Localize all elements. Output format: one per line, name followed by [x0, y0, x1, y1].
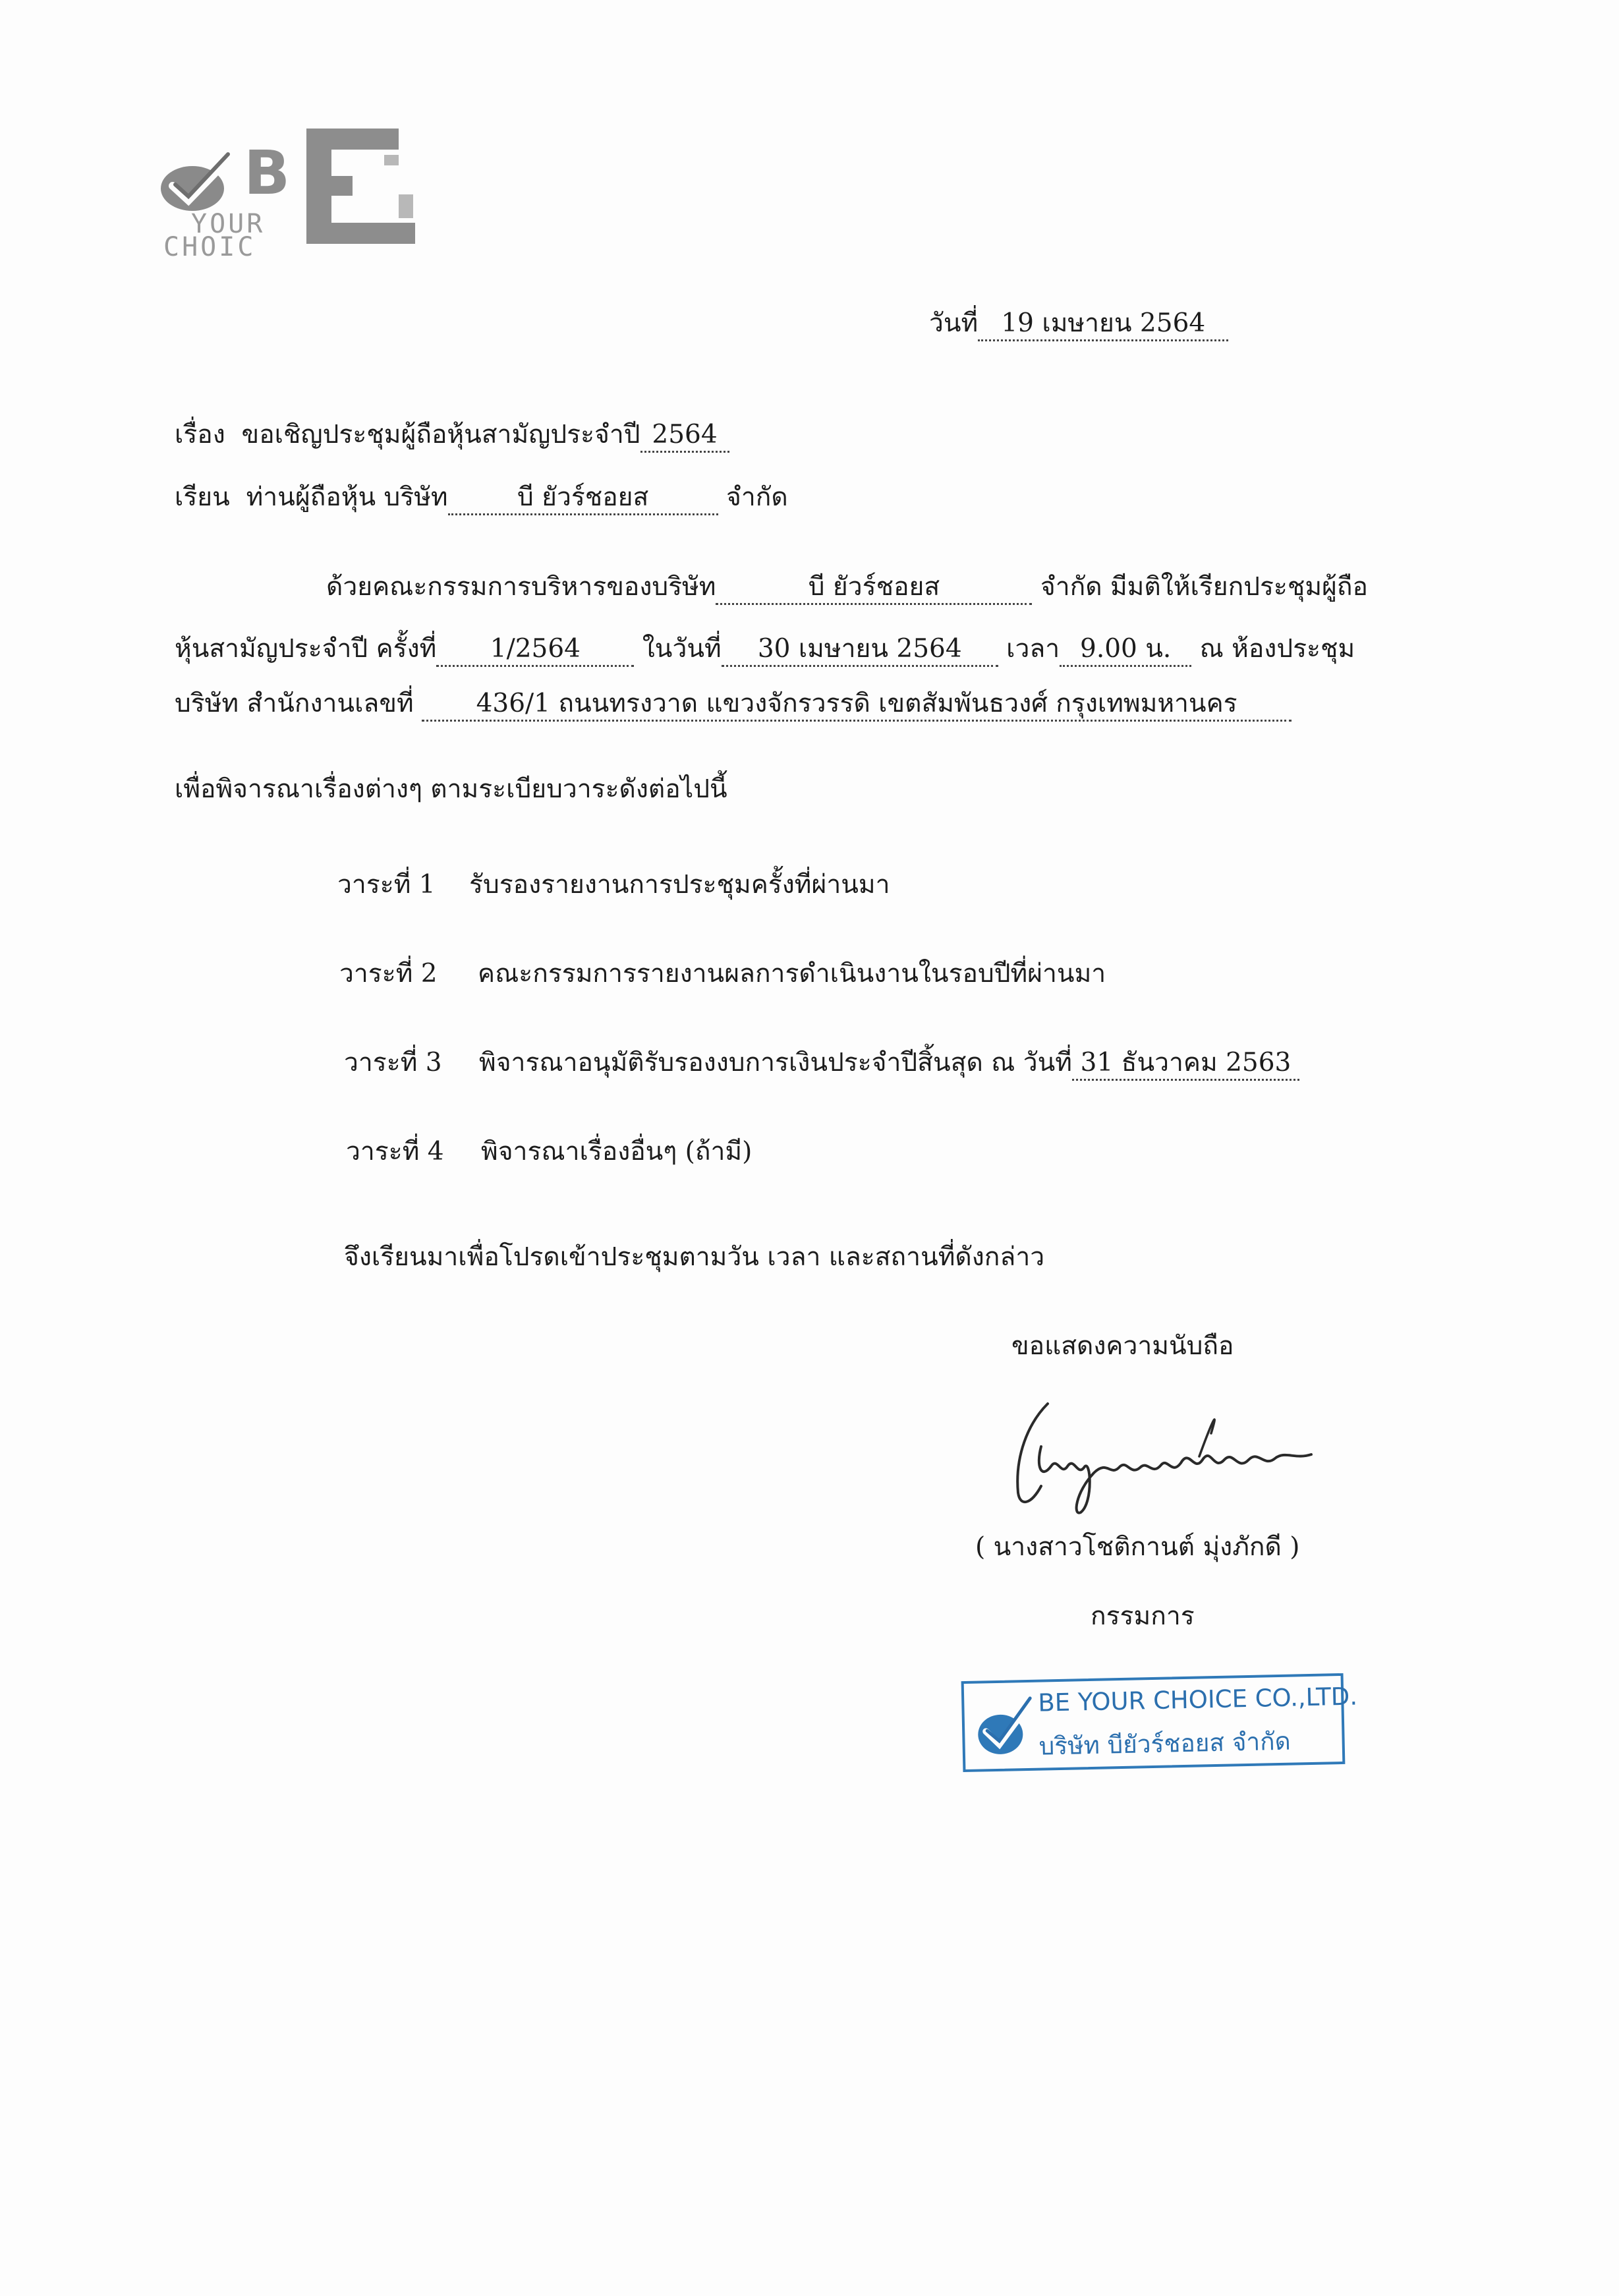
agenda-item — [339, 959, 1106, 990]
company-logo — [158, 129, 415, 262]
body-line-2 — [175, 634, 1355, 667]
closing-text: จึงเรียนมาเพื่อโปรดเข้าประชุมตามวัน เวลา และสถานที่ดังกล่าว — [344, 1242, 1045, 1272]
agenda-text: พิจารณาเรื่องอื่นๆ (ถ้ามี) — [481, 1137, 753, 1166]
body-text: ในวันที่ — [642, 634, 722, 664]
logo-word-your: YOUR — [191, 209, 266, 239]
handwritten-signature — [1002, 1394, 1357, 1519]
agenda-text: พิจารณาอนุมัติรับรองงบการเงินประจำปีสิ้นสุด ณ วันที่ — [479, 1048, 1073, 1077]
date-label: วันที่ — [929, 308, 979, 338]
date-line — [929, 308, 1228, 341]
body-text: เวลา — [1006, 634, 1060, 664]
recipient-line — [175, 482, 788, 515]
body-text: บริษัท สำนักงานเลขที่ — [175, 689, 414, 718]
body-text: จำกัด มีมติให้เรียกประชุมผู้ถือ — [1040, 572, 1368, 602]
body-line-4 — [175, 774, 727, 805]
recipient-company: บี ยัวร์ชอยส — [448, 482, 718, 515]
body-text: ณ ห้องประชุม — [1199, 634, 1355, 664]
agenda-label: วาระที่ 4 — [346, 1137, 444, 1166]
agenda-item — [337, 870, 890, 901]
checkmark-circle-icon — [972, 1694, 1039, 1762]
subject-line — [175, 420, 729, 453]
body-line-1 — [326, 572, 1368, 605]
stamp-english-name: BE YOUR CHOICE CO.,LTD. — [1037, 1682, 1358, 1717]
signer-title: กรรมการ — [1091, 1601, 1195, 1631]
logo-word-choice: CHOIC — [163, 232, 256, 262]
checkmark-circle-icon — [158, 152, 237, 214]
body-line-3 — [175, 689, 1292, 722]
body-company: บี ยัวร์ชอยส — [716, 572, 1032, 605]
body-text: เพื่อพิจารณาเรื่องต่างๆ ตามระเบียบวาระดังต่อไปนี้ — [175, 774, 727, 804]
company-stamp — [961, 1673, 1358, 1772]
signer-name: ( นางสาวโชติกานต์ มุ่งภักดี ) — [975, 1532, 1300, 1562]
meeting-address: 436/1 ถนนทรงวาด แขวงจักรวรรดิ เขตสัมพันธวงศ์ กรุงเทพมหานคร — [422, 689, 1292, 722]
subject-text: ขอเชิญประชุมผู้ถือหุ้นสามัญประจำปี — [241, 420, 640, 449]
stamp-thai-name: บริษัท บียัวร์ชอยส จำกัด — [1038, 1727, 1292, 1761]
agenda-item — [346, 1137, 752, 1168]
meeting-date: 30 เมษายน 2564 — [722, 634, 998, 667]
logo-large-e — [306, 129, 415, 244]
recipient-text: ท่านผู้ถือหุ้น บริษัท — [246, 482, 448, 512]
recipient-suffix: จำกัด — [726, 482, 788, 512]
agenda-item — [344, 1048, 1299, 1081]
regards-text: ขอแสดงความนับถือ — [1011, 1331, 1234, 1361]
agenda-label: วาระที่ 2 — [339, 959, 438, 989]
recipient-label: เรียน — [175, 482, 230, 512]
logo-letter-b: B — [244, 138, 291, 208]
agenda-label: วาระที่ 3 — [344, 1048, 442, 1077]
agenda-date: 31 ธันวาคม 2563 — [1072, 1048, 1299, 1081]
agenda-text: รับรองรายงานการประชุมครั้งที่ผ่านมา — [469, 870, 890, 900]
subject-label: เรื่อง — [175, 420, 225, 449]
agenda-label: วาระที่ 1 — [337, 870, 436, 900]
agenda-text: คณะกรรมการรายงานผลการดำเนินงานในรอบปีที่ผ่านมา — [478, 959, 1106, 989]
body-text: ด้วยคณะกรรมการบริหารของบริษัท — [326, 572, 716, 602]
meeting-time: 9.00 น. — [1060, 634, 1191, 667]
subject-year: 2564 — [640, 420, 729, 453]
date-value: 19 เมษายน 2564 — [978, 308, 1228, 341]
body-text: หุ้นสามัญประจำปี ครั้งที่ — [175, 634, 437, 664]
meeting-number: 1/2564 — [436, 634, 634, 667]
